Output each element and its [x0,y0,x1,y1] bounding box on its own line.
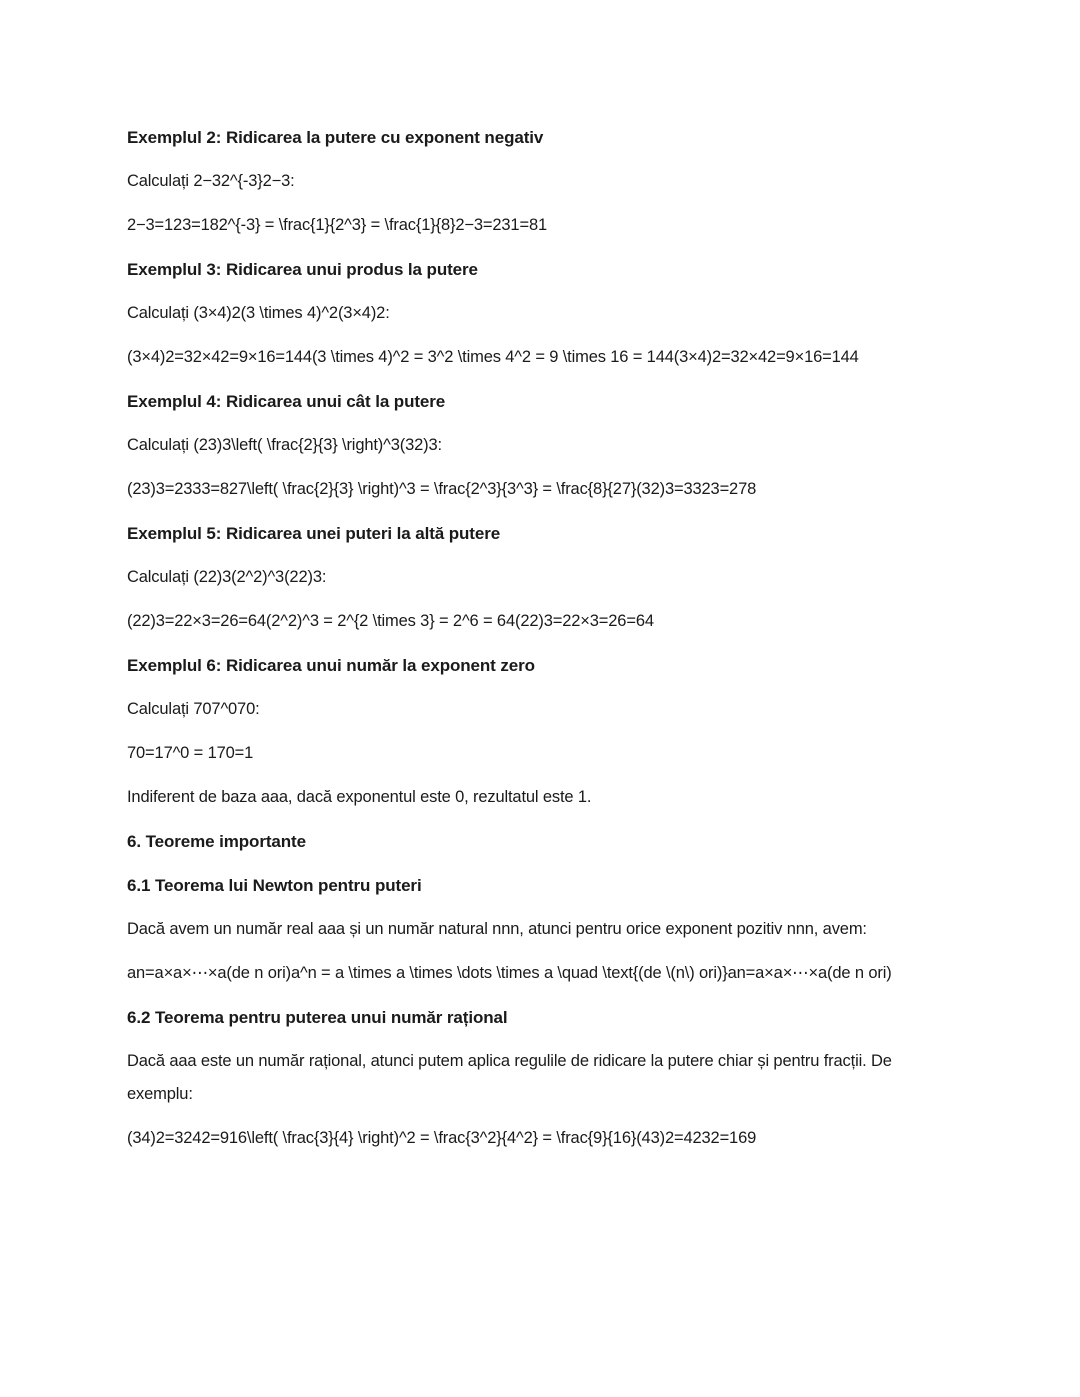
paragraph-calculati-ex4: Calculați (23)3\left( \frac{2}{3} \right)^3(32)3: [127,436,442,454]
heading-exemplul-4: Exemplul 4: Ridicarea unui cât la putere [127,392,446,411]
paragraph-calculati-ex6: Calculați 707^070: [127,700,260,718]
paragraph-teorema-rational-formula: (34)2=3242=916\left( \frac{3}{4} \right)^2 = \frac{3^2}{4^2} = \frac{9}{16}(43)2=4232=169 [127,1129,757,1147]
heading-exemplul-6: Exemplul 6: Ridicarea unui număr la exponent zero [127,656,535,675]
heading-teorema-numar-rational: 6.2 Teorema pentru puterea unui număr rațional [127,1008,508,1027]
heading-exemplul-2: Exemplul 2: Ridicarea la putere cu exponent negativ [127,128,544,147]
paragraph-teorema-newton-intro: Dacă avem un număr real aaa și un număr natural nnn, atunci pentru orice exponent pozitiv nnn, avem: [127,920,867,938]
paragraph-result-ex4: (23)3=2333=827\left( \frac{2}{3} \right)^3 = \frac{2^3}{3^3} = \frac{8}{27}(32)3=3323=278 [127,480,757,498]
paragraph-teorema-newton-formula: an=a×a×⋯×a(de n ori)a^n = a \times a \times \dots \times a \quad \text{(de \(n\) ori)}an=a×a×⋯×a(de n ori) [127,964,892,982]
heading-teorema-newton: 6.1 Teorema lui Newton pentru puteri [127,876,422,895]
paragraph-teorema-rational-intro: Dacă aaa este un număr rațional, atunci putem aplica regulile de ridicare la putere chiar și pentru fracții. De exemplu: [127,1052,892,1103]
heading-teoreme-importante: 6. Teoreme importante [127,832,306,851]
document-content [127,121,951,1166]
heading-exemplul-3: Exemplul 3: Ridicarea unui produs la putere [127,260,478,279]
paragraph-note-exponent-zero: Indiferent de baza aaa, dacă exponentul este 0, rezultatul este 1. [127,788,592,806]
paragraph-calculati-ex3: Calculați (3×4)2(3 \times 4)^2(3×4)2: [127,304,390,322]
paragraph-result-ex2: 2−3=123=182^{-3} = \frac{1}{2^3} = \frac{1}{8}2−3=231=81 [127,216,547,234]
paragraph-calculati-ex5: Calculați (22)3(2^2)^3(22)3: [127,568,327,586]
paragraph-result-ex6: 70=17^0 = 170=1 [127,744,254,762]
paragraph-result-ex5: (22)3=22×3=26=64(2^2)^3 = 2^{2 \times 3} = 2^6 = 64(22)3=22×3=26=64 [127,612,654,630]
paragraph-result-ex3: (3×4)2=32×42=9×16=144(3 \times 4)^2 = 3^2 \times 4^2 = 9 \times 16 = 144(3×4)2=32×42=9×16=144 [127,348,859,366]
paragraph-calculati-ex2: Calculați 2−32^{-3}2−3: [127,172,295,190]
heading-exemplul-5: Exemplul 5: Ridicarea unei puteri la altă putere [127,524,501,543]
